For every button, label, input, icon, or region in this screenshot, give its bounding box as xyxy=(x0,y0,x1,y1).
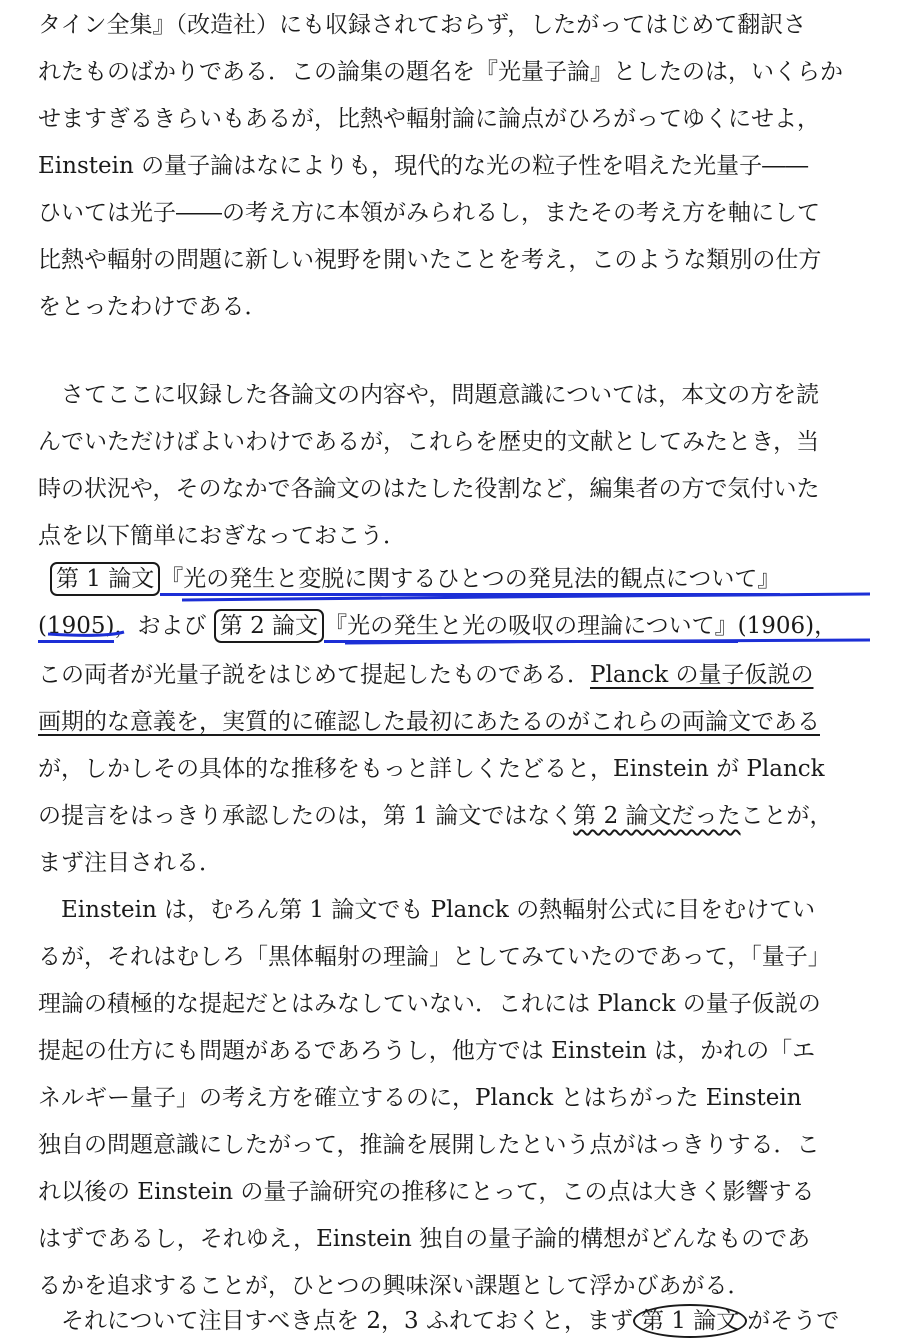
boxed-label-paper-2: 第 2 論文 xyxy=(214,609,324,643)
text-line: 独自の問題意識にしたがって，推論を展開したという点がはっきりする．こ xyxy=(38,1132,820,1158)
text-line: この両者が光量子説をはじめて提起したものである．Planck の量子仮説の xyxy=(38,662,814,688)
text-line: Einstein の量子論はなによりも，現代的な光の粒子性を唱えた光量子―― xyxy=(38,153,809,179)
text-line: さてここに収録した各論文の内容や，問題意識については，本文の方を読 xyxy=(38,382,820,408)
text-line xyxy=(50,556,900,602)
text-line: それについて注目すべき点を 2，3 ふれておくと，まず 第 1 論文 がそうで xyxy=(38,1298,888,1344)
text-line: 時の状況や，そのなかで各論文のはたした役割など，編集者の方で気付いた xyxy=(38,476,820,502)
text-line: (1905)，および 第 2 論文 『光の発生と光の吸収の理論について』(1906)， xyxy=(38,603,888,649)
text-line: 点を以下簡単におぎなっておこう． xyxy=(38,523,406,549)
text-line: れ以後の Einstein の量子論研究の推移にとって，この点は大きく影響する xyxy=(38,1179,815,1205)
underlined-passage: Planck の量子仮説の xyxy=(590,662,814,688)
text-line: ネルギー量子」の考え方を確立するのに，Planck とはちがった Einstein xyxy=(38,1085,802,1111)
boxed-label-paper-1: 第 1 論文 xyxy=(50,562,160,596)
text-line: まず注目される． xyxy=(38,850,222,876)
text-line: ひいては光子――の考え方に本領がみられるし，またその考え方を軸にして xyxy=(38,200,820,226)
text-line: るかを追求することが，ひとつの興味深い課題として浮かびあがる． xyxy=(38,1273,751,1299)
text-line: せますぎるきらいもあるが，比熱や輻射論に論点がひろがってゆくにせよ， xyxy=(38,106,820,132)
text-line: れたものばかりである．この論集の題名を『光量子論』としたのは，いくらか xyxy=(38,59,843,85)
text-line xyxy=(38,699,888,745)
text-line: 理論の積極的な提起だとはみなしていない．これには Planck の量子仮説の xyxy=(38,991,821,1017)
paper-1-title: 『光の発生と変脱に関するひとつの発見法的観点について』 xyxy=(160,566,780,596)
text-line: の提言をはっきり承認したのは，第 1 論文ではなく第 2 論文だったことが， xyxy=(38,803,833,829)
text-line: Einstein は，むろん第 1 論文でも Planck の熱輻射公式に目をむけてい xyxy=(38,897,816,923)
circled-phrase: 第 1 論文 xyxy=(633,1304,747,1338)
year-1905: (1905) xyxy=(38,613,114,643)
text-line: をとったわけである． xyxy=(38,294,268,320)
wavy-underlined-phrase: 第 2 論文だった xyxy=(573,803,741,829)
paper-2-title: 『光の発生と光の吸収の理論について』 xyxy=(324,613,738,643)
text-line: るが，それはむしろ「黒体輻射の理論」としてみていたのであって，「量子」 xyxy=(38,944,831,970)
text-line: んでいただけばよいわけであるが，これらを歴史的文献としてみたとき，当 xyxy=(38,429,820,455)
underlined-passage: 画期的な意義を，実質的に確認した最初にあたるのがこれらの両論文である xyxy=(38,709,820,735)
text-line: 提起の仕方にも問題があるであろうし，他方では Einstein は，かれの「エ xyxy=(38,1038,816,1064)
text-line: タイン全集』（改造社）にも収録されておらず，したがってはじめて翻訳さ xyxy=(38,12,807,38)
text-line: 比熱や輻射の問題に新しい視野を開いたことを考え，このような類別の仕方 xyxy=(38,247,822,273)
text-line: はずであるし，それゆえ，Einstein 独自の量子論的構想がどんなものであ xyxy=(38,1226,811,1252)
text-line: が，しかしその具体的な推移をもっと詳しくたどると，Einstein が Planck xyxy=(38,756,825,782)
